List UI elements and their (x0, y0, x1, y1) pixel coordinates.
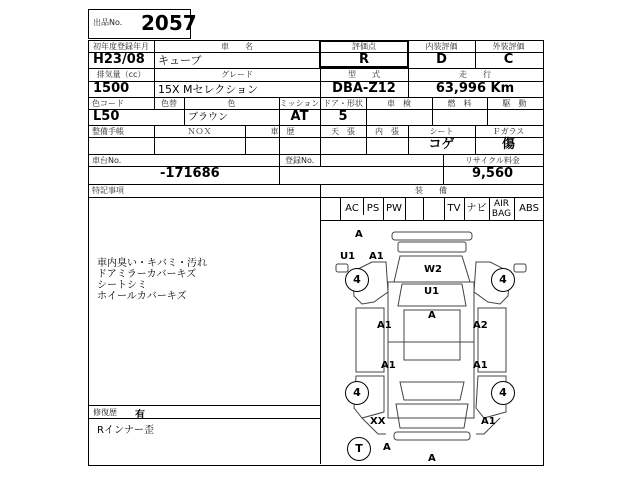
note-line: シートシミ (97, 280, 147, 291)
lot-number: 2057 (141, 11, 197, 35)
chassis-label: 車台No. (92, 156, 122, 165)
tire-front-right: 4 (491, 268, 515, 292)
interior-score-label: 内装評価 (425, 42, 458, 51)
tire-rear-right: 4 (491, 381, 515, 405)
color-code-label: 色コード (92, 99, 124, 108)
note-line: 車内臭い・キバミ・汚れ (97, 258, 207, 269)
first-registration: H23/08 (93, 52, 145, 67)
model-code: DBA-Z12 (332, 81, 396, 96)
equipment-airbag: AIR BAG (489, 198, 515, 220)
damage-a-center: A (428, 310, 436, 321)
equipment-row (340, 198, 543, 220)
equipment-tv: TV (444, 198, 465, 220)
glass-condition: 傷 (501, 137, 515, 152)
note-line: ドアミラーカバーキズ (97, 269, 197, 280)
mileage-label: 走 行 (459, 70, 491, 79)
damage-a1-rear-right: A1 (481, 416, 496, 427)
damage-a2-right-door: A2 (473, 320, 488, 331)
seat-label: シート (429, 127, 454, 136)
color-label: 色 (227, 99, 236, 108)
car-name: キューブ (158, 54, 202, 67)
tire-front-left: 4 (345, 268, 369, 292)
equipment-ac: AC (341, 198, 364, 215)
damage-a1-left-top: A1 (369, 251, 384, 262)
notes-label: 特記事項 (92, 186, 124, 195)
grade-label: グレード (221, 70, 253, 79)
damage-u1-center: U1 (424, 286, 440, 297)
score-label: 評価点 (352, 42, 376, 51)
drive-label: 駆 動 (502, 99, 527, 108)
name-label: 車 名 (221, 42, 253, 51)
transmission: AT (290, 109, 309, 124)
chassis-number: -171686 (160, 166, 220, 181)
damage-w2: W2 (424, 264, 442, 275)
equipment-navi: ナビ (464, 198, 490, 220)
registration-label: 登録No. (285, 156, 315, 165)
exterior-score-label: 外装評価 (492, 42, 525, 51)
exterior-score: C (503, 52, 514, 67)
door-label: ドア・形状 (323, 99, 363, 108)
damage-a1-rear-door: A1 (381, 360, 396, 371)
equipment-blank-2 (423, 198, 445, 220)
mileage: 63,996 Km (435, 81, 515, 96)
inspection-label: 車 検 (387, 99, 411, 108)
doors: 5 (338, 109, 348, 124)
fuel-label: 燃 料 (447, 99, 472, 108)
tire-rear-left: 4 (345, 381, 369, 405)
damage-a-rear: A (428, 453, 436, 464)
color-code: L50 (93, 109, 120, 124)
glass-label: Ｆガラス (492, 127, 525, 136)
mission-label: ミッション (279, 99, 320, 108)
interior-score: D (436, 52, 447, 67)
displacement-label: 排気量（cc） (96, 70, 146, 79)
color-change-label: 色替 (161, 99, 177, 108)
roof-label: 天 張 (331, 127, 355, 136)
equipment-blank-1 (405, 198, 424, 220)
equipment-label: 装 備 (415, 186, 447, 195)
history-label: 車 歴 (270, 127, 295, 136)
damage-t-mark: T (347, 437, 371, 461)
overall-score: R (358, 52, 369, 67)
repair-value: 有 (135, 410, 145, 421)
damage-a-rear-left: A (383, 442, 391, 453)
lot-label: 出品No. (93, 18, 123, 27)
recycle-label: リサイクル料金 (465, 156, 520, 165)
nox-label: ＮＯＸ (187, 127, 212, 136)
damage-front: A (355, 229, 363, 240)
notes-list (97, 258, 207, 302)
grade: 15X Mセレクション (158, 83, 259, 96)
damage-u1-left: U1 (340, 251, 356, 262)
damage-a1-left-door: A1 (377, 320, 392, 331)
repair-label: 修復歴 (93, 408, 117, 417)
recycle-fee: 9,560 (471, 166, 514, 181)
model-label: 型 式 (348, 70, 380, 79)
repair-detail: Rインナー歪 (97, 425, 154, 436)
damage-xx: XX (370, 416, 386, 427)
equipment-abs: ABS (519, 203, 539, 214)
displacement: 1500 (93, 81, 130, 96)
seat-condition: コゲ (428, 137, 455, 152)
color: ブラウン (188, 112, 228, 123)
note-line: ホイールカバーキズ (97, 291, 187, 302)
manual-label: 整備手帳 (92, 127, 124, 136)
equipment-pw: PW (383, 198, 406, 220)
damage-a1-right-rear: A1 (473, 360, 488, 371)
year-label: 初年度登録年月 (93, 42, 149, 51)
interior-trim-label: 内 張 (375, 127, 399, 136)
equipment-ps: PS (363, 198, 384, 220)
